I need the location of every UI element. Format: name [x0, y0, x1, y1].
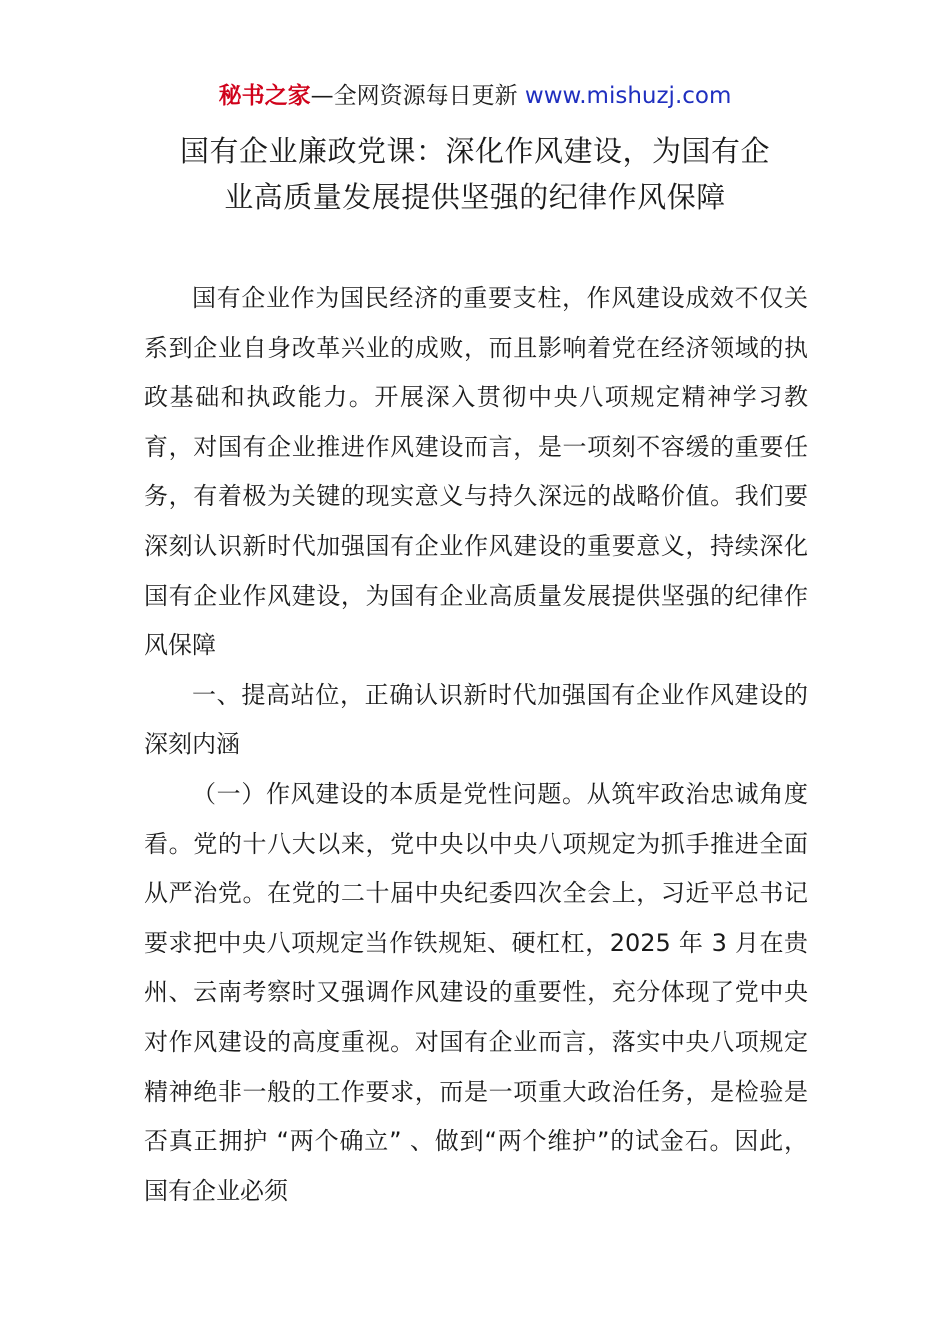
subsection-paragraph: （一）作风建设的本质是党性问题。从筑牢政治忠诚角度看。党的十八大以来，党中央以中央八项规定为抓手推进全面从严治党。在党的二十届中央纪委四次全会上，习近平总书记要求把中央八项规定当作铁规矩、硬杠杠，2025 年 3 月在贵州、云南考察时又强调作风建设的重要性，充分体现了党中央对作风建设的高度重视。对国有企业而言，落实中央八项规定精神绝非一般的工作要求，而是一项重大政治任务，是检验是否真正拥护 “两个确立” 、做到“两个维护”的试金石。因此，国有企业必须	[144, 779, 808, 1205]
site-url-link[interactable]: www.mishuzj.com	[524, 83, 732, 109]
site-header	[0, 80, 950, 112]
header-tagline: —全网资源每日更新	[310, 83, 525, 109]
intro-paragraph: 国有企业作为国民经济的重要支柱，作风建设成效不仅关系到企业自身改革兴业的成败，而且影响着党在经济领域的执政基础和执政能力。开展深入贯彻中央八项规定精神学习教育，对国有企业推进作风建设而言，是一项刻不容缓的重要任务，有着极为关键的现实意义与持久深远的战略价值。我们要深刻认识新时代加强国有企业作风建设的重要意义，持续深化国有企业作风建设，为国有企业高质量发展提供坚强的纪律作风保障	[144, 284, 808, 660]
brand-name: 秘书之家	[218, 83, 311, 109]
document-body	[144, 274, 808, 1216]
title-line-2: 业高质量发展提供坚强的纪律作风保障	[224, 180, 726, 214]
document-title	[140, 128, 810, 220]
title-line-1: 国有企业廉政党课：深化作风建设，为国有企	[179, 134, 770, 168]
section-heading: 一、提高站位，正确认识新时代加强国有企业作风建设的深刻内涵	[144, 680, 808, 759]
